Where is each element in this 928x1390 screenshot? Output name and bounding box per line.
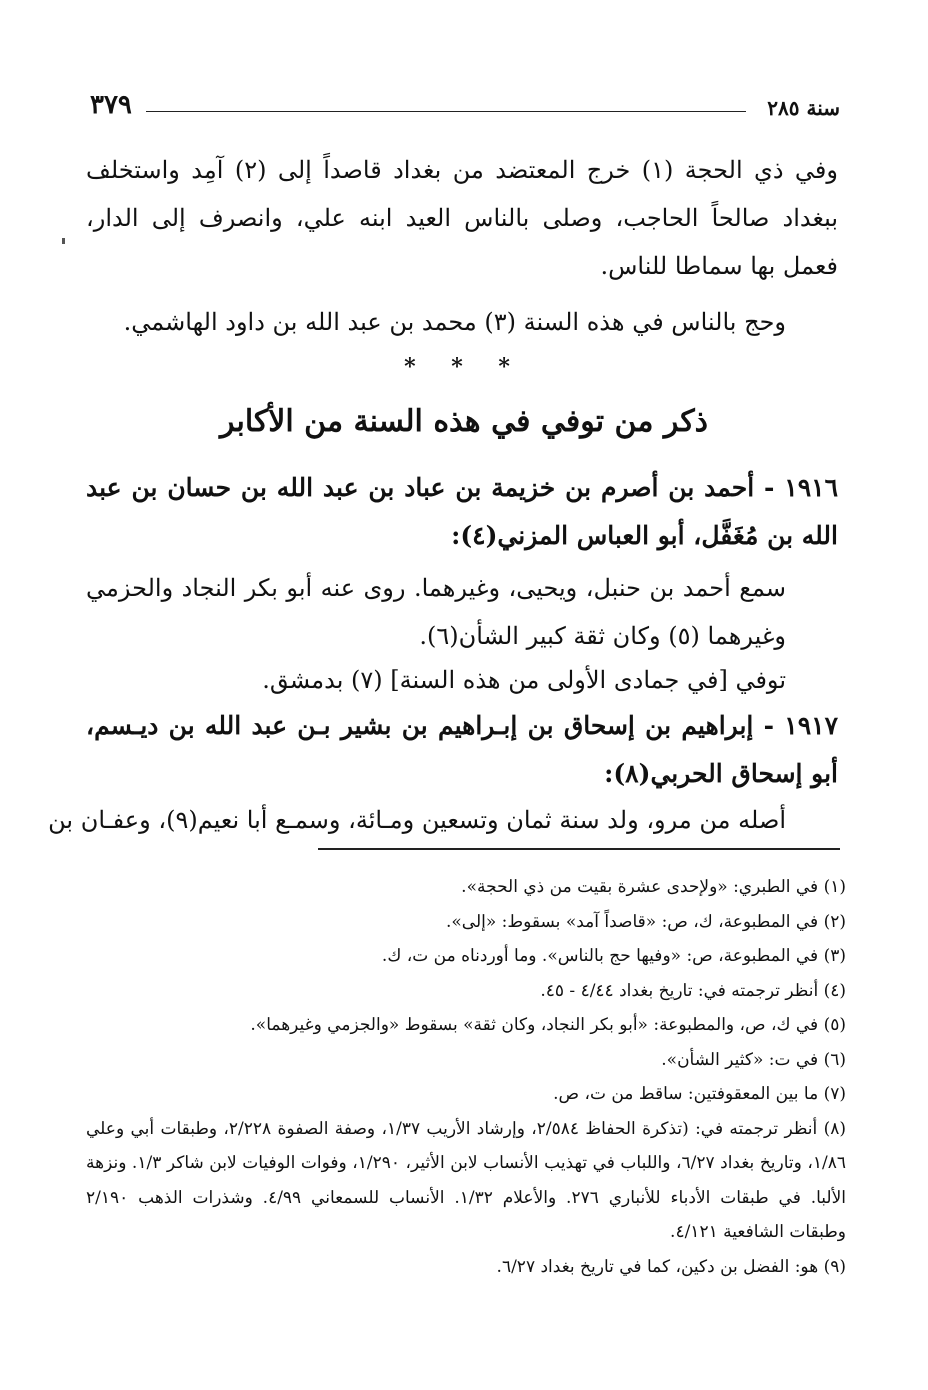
header-rule: [146, 111, 746, 112]
footnote-4: (٤) أنظر ترجمته في: تاريخ بغداد ٤/٤٤ - ٤٥.: [540, 980, 846, 1001]
paragraph-hajj-leader: وحج بالناس في هذه السنة (٣) محمد بن عبد الله بن داود الهاشمي.: [123, 308, 786, 336]
footnote-9: (٩) هو: الفضل بن دكين، كما في تاريخ بغداد ٦/٢٧.: [496, 1256, 846, 1277]
entry-1916-title: ١٩١٦ - أحمد بن أصرم بن خزيمة بن عباد بن عبد الله بن حسان بن عبد الله بن مُغَفَّل، أبو العباس المزني(٤):: [86, 473, 838, 550]
page-number: ٣٧٩: [90, 90, 132, 120]
entry-1916-death: توفي [في جمادى الأولى من هذه السنة] (٧) بدمشق.: [262, 666, 786, 694]
footnote-8: (٨) أنظر ترجمته في: (تذكرة الحفاظ ٢/٥٨٤، وإرشاد الأريب ١/٣٧، وصفة الصفوة ٢/٢٢٨، وطبقات أبي وعلي ١/٨٦، وتاريخ بغداد ٦/٢٧، واللباب في تهذيب الأنساب لابن الأثير، ١/٢٩٠، وفوات الوفيات لابن شاكر ١/٣. ونزهة الألبا. في طبقات الأدباء للأنباري ٢٧٦. والأعلام ١/٣٢. الأنساب للسمعاني ٤/٩٩. وشذرات الذهب ٢/١٩٠ وطبقات الشافعية ٤/١٢١.: [86, 1118, 847, 1242]
entry-1916-text: سمع أحمد بن حنبل، ويحيى، وغيرهما. روى عنه أبو بكر النجاد والحزمي وغيرهما (٥) وكان ثقة كبير الشأن(٦).: [86, 574, 786, 650]
footnote-2: (٢) في المطبوعة، ك، ص: «قاصداً آمد» بسقوط: «إلى».: [446, 911, 846, 932]
paragraph-dhul-hijjah: وفي ذي الحجة (١) خرج المعتضد من بغداد قاصداً إلى (٢) آمِد واستخلف ببغداد صالحاً الحاجب، وصلى بالناس العيد ابنه علي، وانصرف إلى الدار، فعمل بها سماطا للناس.: [86, 156, 838, 280]
footnote-rule: [318, 848, 840, 850]
footnote-5: (٥) في ك، ص، والمطبوعة: «أبو بكر النجاد، وكان ثقة» بسقوط «والجزمي وغيرهما».: [250, 1015, 846, 1035]
margin-mark: [62, 238, 65, 244]
section-separator: * * *: [404, 354, 524, 380]
section-heading: ذكر من توفي في هذه السنة من الأكابر: [219, 404, 709, 439]
footnote-6: (٦) في ت: «كثير الشأن».: [661, 1049, 846, 1070]
footnote-1: (١) في الطبري: «ولإحدى عشرة بقيت من ذي الحجة».: [461, 877, 846, 897]
footnotes: [86, 870, 846, 1284]
entry-1917-title: ١٩١٧ - إبراهيم بن إسحاق بن إبـراهيم بن بشير بـن عبد الله بن ديـسم، أبو إسحاق الحربي(٨):: [86, 711, 838, 788]
running-header-year: سنة ٢٨٥: [767, 96, 840, 120]
footnote-3: (٣) في المطبوعة، ص: «وفيها حج بالناس». وما أوردناه من ت، ك.: [381, 946, 846, 966]
entry-1917-text: أصله من مرو، ولد سنة ثمان وتسعين ومـائة، وسمـع أبا نعيم(٩)، وعفـان بن: [48, 806, 786, 834]
footnote-7: (٧) ما بين المعقوفتين: ساقط من ت، ص.: [553, 1084, 846, 1104]
